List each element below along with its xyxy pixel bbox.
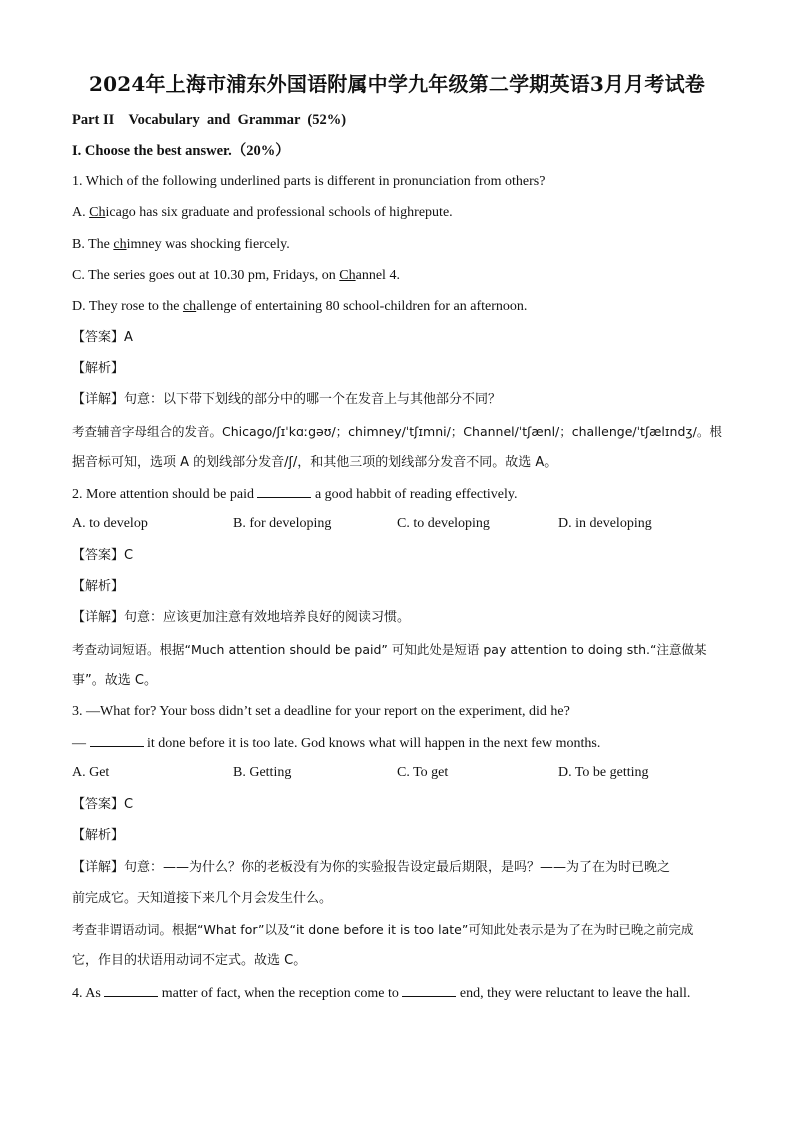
option-c-prefix: C. The series goes out at 10.30 pm, Fridays, on — [72, 268, 340, 283]
option-b-rest: imney was shocking fiercely. — [126, 237, 290, 252]
question-3-option-b: B. Getting — [233, 765, 292, 780]
question-1-option-d — [72, 298, 527, 316]
question-3-analysis-label: 【解析】 — [72, 828, 125, 843]
question-2-analysis-label: 【解析】 — [72, 579, 125, 594]
option-b-underlined: ch — [113, 237, 127, 252]
question-1-detail: 【详解】句意：以下带下划线的部分中的哪一个在发音上与其他部分不同？ — [72, 392, 502, 407]
question-3-option-d: D. To be getting — [558, 765, 649, 780]
option-b-prefix: B. The — [72, 237, 114, 252]
option-d-prefix: D. They rose to the — [72, 299, 183, 314]
part-heading — [72, 111, 346, 129]
question-2-explanation-line-1: 考查动词短语。根据“Much attention should be paid” 可知此处是短语 pay attention to doing sth.“注意做某 — [72, 642, 707, 657]
question-4-stem-start: 4. As — [72, 986, 105, 1001]
question-3-explanation-line-1: 考查非谓语动词。根据“What for”以及“it done before it is too late”可知此处表示是为了在为时已晚之前完成 — [72, 922, 694, 937]
question-2-explanation-line-2: 事”。故选 C。 — [72, 673, 157, 688]
answer-blank — [90, 734, 144, 747]
document-title: 2024年上海市浦东外国语附属中学九年级第二学期英语3月月考试卷 — [89, 72, 705, 96]
question-3-detail-line-2: 前完成它。天知道接下来几个月会发生什么。 — [72, 891, 333, 906]
question-3-explanation-line-2: 它，作目的状语用动词不定式。故选 C。 — [72, 953, 307, 968]
question-2-option-c: C. to developing — [397, 516, 490, 531]
question-1-stem: 1. Which of the following underlined parts is different in pronunciation from others? — [72, 174, 546, 189]
question-3-stem-end: it done before it is too late. God knows what will happen in the next few months. — [143, 736, 601, 751]
option-a-rest: icago has six graduate and professional schools of highrepute. — [105, 205, 453, 220]
question-4-stem-middle: matter of fact, when the reception come to — [158, 986, 403, 1001]
question-2-option-b: B. for developing — [233, 516, 332, 531]
question-2-option-d: D. in developing — [558, 516, 652, 531]
section-heading: I. Choose the best answer.（20%） — [72, 143, 290, 159]
question-3-option-c: C. To get — [397, 765, 449, 780]
question-1-explanation-line-1: 考查辅音字母组合的发音。Chicago/ʃɪˈkɑːgəʊ/；chimney/ˈtʃɪmni/；Channel/ˈtʃænl/；challenge/ˈtʃælɪndʒ/。根 — [72, 424, 722, 439]
question-2-detail: 【详解】句意：应该更加注意有效地培养良好的阅读习惯。 — [72, 610, 411, 625]
answer-blank — [257, 485, 311, 498]
answer-blank — [104, 984, 158, 997]
question-3-detail-line-1: 【详解】句意：——为什么？你的老板没有为你的实验报告设定最后期限，是吗？——为了在为时已晚之 — [72, 860, 671, 875]
question-1-explanation-line-2: 据音标可知，选项 A 的划线部分发音/ʃ/，和其他三项的划线部分发音不同。故选 A。 — [72, 455, 558, 470]
option-d-rest: allenge of entertaining 80 school-children for an afternoon. — [196, 299, 528, 314]
question-3-option-a: A. Get — [72, 765, 110, 780]
answer-blank — [402, 984, 456, 997]
question-2-stem-start: 2. More attention should be paid — [72, 487, 258, 502]
part-heading-text: Part II Vocabulary and Grammar (52%) — [72, 112, 347, 128]
question-4-stem — [72, 984, 690, 1003]
question-3-stem-line-1: 3. —What for? Your boss didn’t set a deadline for your report on the experiment, did he? — [72, 704, 570, 719]
question-3-stem-line-2 — [72, 734, 600, 753]
question-1-answer: 【答案】A — [72, 330, 133, 345]
question-1-option-b — [72, 236, 290, 254]
option-d-underlined: ch — [182, 299, 197, 314]
question-4-stem-end: end, they were reluctant to leave the hall. — [456, 986, 691, 1001]
question-2-stem — [72, 485, 518, 504]
question-3-answer: 【答案】C — [72, 797, 134, 812]
question-3-dash: — — [72, 736, 90, 751]
question-1-analysis-label: 【解析】 — [72, 361, 125, 376]
option-a-prefix: A. — [72, 205, 90, 220]
question-2-option-a: A. to develop — [72, 516, 148, 531]
question-1-option-a — [72, 204, 453, 222]
option-c-underlined: Ch — [339, 268, 356, 283]
question-2-stem-end: a good habbit of reading effectively. — [311, 487, 518, 502]
question-1-option-c — [72, 267, 400, 285]
question-2-answer: 【答案】C — [72, 548, 134, 563]
option-a-underlined: Ch — [89, 205, 106, 220]
option-c-rest: annel 4. — [355, 268, 400, 283]
